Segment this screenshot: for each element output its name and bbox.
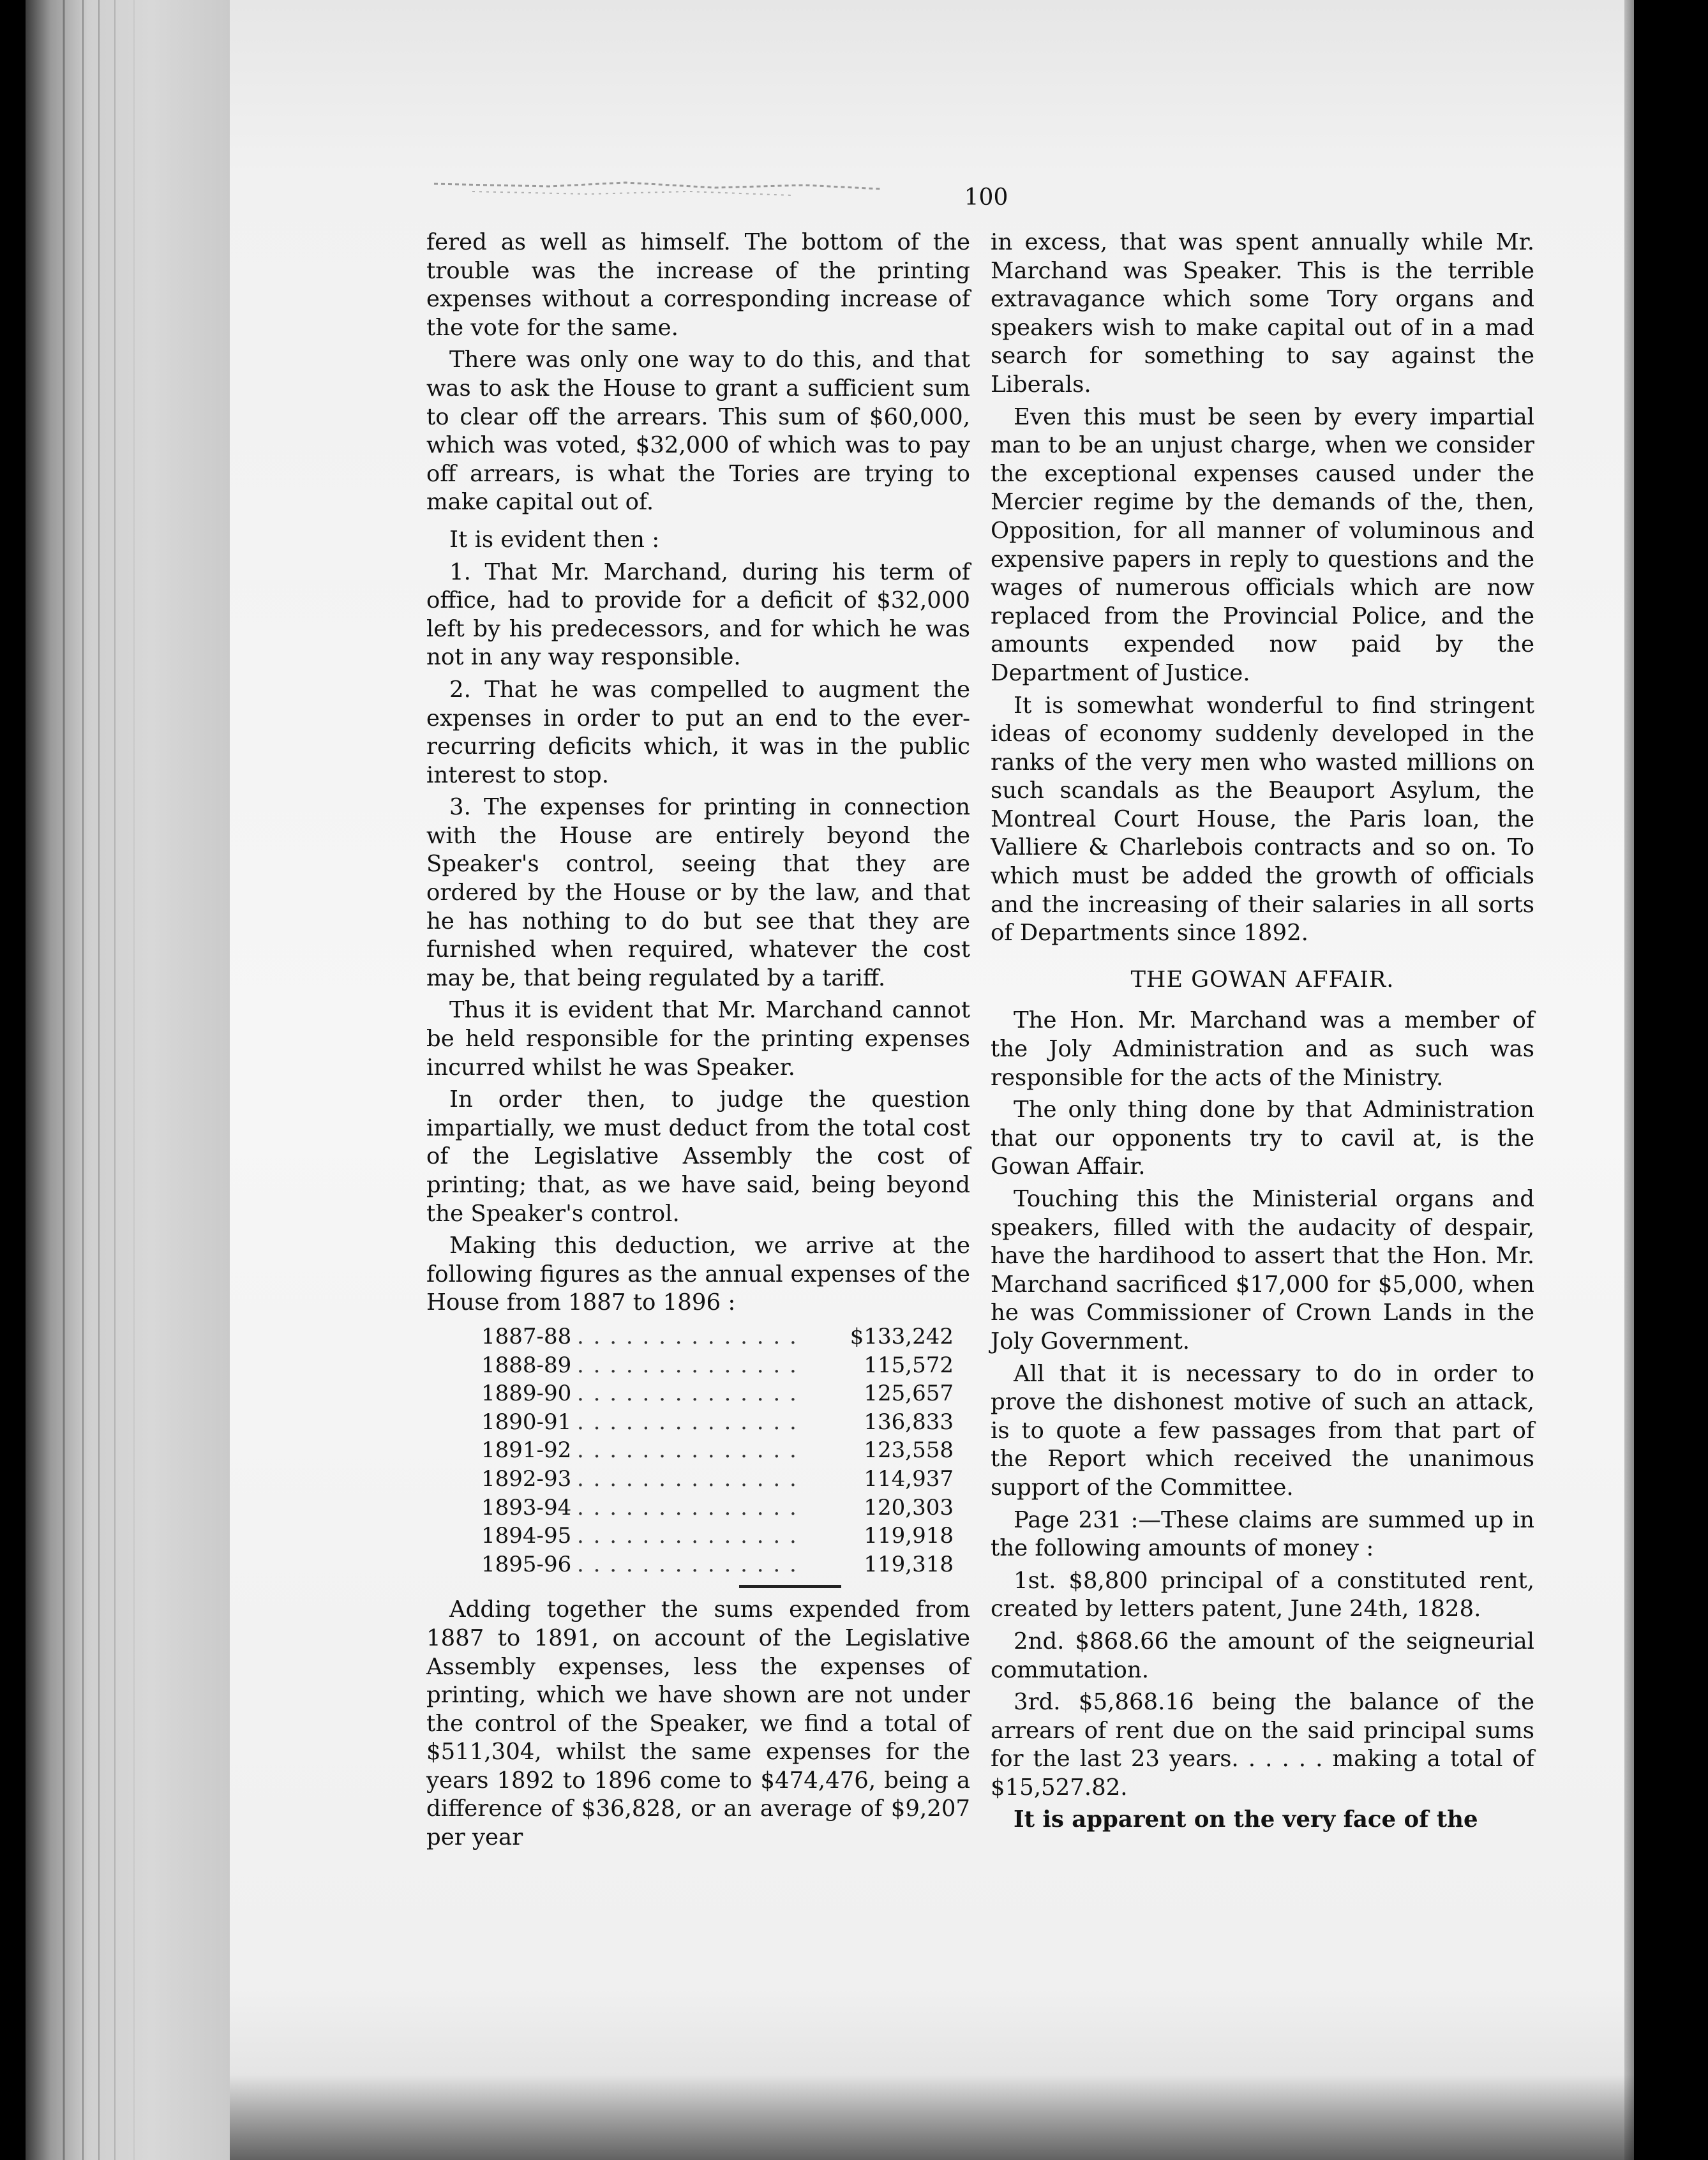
numbered-point-1: 1. That Mr. Marchand, during his term of office, had to provide for a deficit of $32,000 left by his predecessors, and for which he was not in any way responsible.: [426, 559, 970, 671]
paragraph: All that it is necessary to do in order to prove the dishonest motive of such an attack, is to quote a few passages from that part of the Report which received the unanimous support of the Committee.: [991, 1360, 1534, 1501]
year-cell: 1894-95: [481, 1523, 572, 1549]
paragraph: in excess, that was spent annually while Mr. Marchand was Speaker. This is the terrible extravagance which some Tory organs and speakers wish to make capital out of in a mad search for something to say against the Liberals.: [991, 229, 1534, 398]
table-row: [481, 1494, 954, 1522]
table-row: [481, 1323, 954, 1351]
table-row: [481, 1522, 954, 1550]
paragraph: Even this must be seen by every impartial man to be an unjust charge, when we consider the exceptional expenses caused under the Mercier regime by the demands of the, then, Opposition, for all manner of voluminous and expensive papers in reply to questions and the wages of numerous officials which are now replaced from the Provincial Police, and the amounts expended now paid by the Department of Justice.: [991, 403, 1534, 686]
report-quote: Page 231 :—These claims are summed up in the following amounts of money :: [991, 1506, 1534, 1562]
year-cell: 1892-93: [481, 1466, 572, 1492]
binding-page-edges: [38, 0, 230, 2160]
paragraph: The only thing done by that Administration that our opponents try to cavil at, is the Gowan Affair.: [991, 1097, 1534, 1180]
amount-cell: 119,918: [864, 1523, 954, 1549]
year-cell: 1888-89: [481, 1352, 572, 1378]
table-row: [481, 1436, 954, 1465]
leader-dots: . . . . . . . . . . . . . .: [577, 1551, 798, 1577]
year-cell: 1893-94: [481, 1494, 572, 1520]
page-number: 100: [964, 184, 1008, 211]
paragraph: Touching this the Ministerial organs and speakers, filled with the audacity of despair, have the hardihood to assert that the Hon. Mr. Marchand sacrificed $17,000 for $5,000, when he was Commissioner of Crown Lands in the Joly Government.: [991, 1186, 1534, 1354]
scan-right-border: [1634, 0, 1708, 2160]
paragraph: fered as well as himself. The bottom of the trouble was the increase of the printing expenses without a corresponding increase of the vote for the same.: [426, 229, 970, 341]
amount-cell: 125,657: [864, 1381, 954, 1407]
report-item-2: 2nd. $868.66 the amount of the seigneurial commutation.: [991, 1628, 1534, 1683]
amount-cell: 115,572: [864, 1352, 954, 1378]
paragraph: It is evident then :: [449, 526, 660, 553]
section-heading: THE GOWAN AFFAIR.: [1130, 966, 1395, 993]
leader-dots: . . . . . . . . . . . . . .: [577, 1523, 798, 1549]
leader-dots: . . . . . . . . . . . . . .: [577, 1466, 798, 1492]
amount-cell: 119,318: [864, 1551, 954, 1577]
right-column: [991, 229, 1534, 1838]
paragraph: Making this deduction, we arrive at the following figures as the annual expenses of the House from 1887 to 1896 :: [426, 1233, 970, 1316]
table-rule: [739, 1585, 841, 1588]
numbered-point-3: 3. The expenses for printing in connection with the House are entirely beyond the Speaker's control, seeing that they are ordered by the House or by the law, and that he has nothing to do but see that they are furnished when required, whatever the cost may be, that being regulated by a tariff.: [426, 794, 970, 991]
amount-cell: 120,303: [864, 1494, 954, 1520]
leader-dots: . . . . . . . . . . . . . .: [577, 1381, 798, 1407]
year-cell: 1891-92: [481, 1437, 572, 1464]
amount-cell: 114,937: [864, 1466, 954, 1492]
amount-cell: 123,558: [864, 1437, 954, 1464]
table-row: [481, 1351, 954, 1380]
page-bottom-shadow: [230, 2074, 1634, 2160]
year-cell: 1890-91: [481, 1409, 572, 1435]
header-scan-artifact: [357, 172, 932, 211]
leader-dots: . . . . . . . . . . . . . .: [577, 1437, 798, 1464]
numbered-point-2: 2. That he was compelled to augment the expenses in order to put an end to the ever-recurring deficits which, it was in the public interest to stop.: [426, 676, 970, 788]
report-item-1: 1st. $8,800 principal of a constituted rent, created by letters patent, June 24th, 1828.: [991, 1567, 1534, 1623]
paragraph: In order then, to judge the question impartially, we must deduct from the total cost of the Legislative Assembly the cost of printing; that, as we have said, being beyond the Speaker's control.: [426, 1086, 970, 1227]
year-cell: 1889-90: [481, 1381, 572, 1407]
paragraph: It is apparent on the very face of the: [1014, 1806, 1478, 1833]
paragraph: Thus it is evident that Mr. Marchand cannot be held responsible for the printing expenses incurred whilst he was Speaker.: [426, 997, 970, 1081]
leader-dots: . . . . . . . . . . . . . .: [577, 1323, 798, 1349]
leader-dots: . . . . . . . . . . . . . .: [577, 1352, 798, 1378]
year-cell: 1895-96: [481, 1551, 572, 1577]
amount-cell: 136,833: [864, 1409, 954, 1435]
year-cell: 1887-88: [481, 1323, 572, 1349]
paragraph: It is somewhat wonderful to find stringent ideas of economy suddenly developed in the ranks of the very men who wasted millions on such scandals as the Beauport Asylum, the Montreal Court House, the Paris loan, the Valliere & Charlebois contracts and so on. To which must be added the growth of officials and the increasing of their salaries in all sorts of Departments since 1892.: [991, 692, 1534, 947]
table-row: [481, 1408, 954, 1437]
paragraph: The Hon. Mr. Marchand was a member of the Joly Administration and as such was responsible for the acts of the Ministry.: [991, 1007, 1534, 1091]
left-column: [426, 229, 970, 1856]
table-row: [481, 1465, 954, 1494]
table-row: [481, 1550, 954, 1579]
amount-cell: $133,242: [850, 1323, 954, 1349]
report-item-3: 3rd. $5,868.16 being the balance of the arrears of rent due on the said principal sums for the last 23 years. . . . . . making a total of $15,527.82.: [991, 1689, 1534, 1801]
table-row: [481, 1379, 954, 1408]
leader-dots: . . . . . . . . . . . . . .: [577, 1409, 798, 1435]
paragraph: Adding together the sums expended from 1887 to 1891, on account of the Legislative Assembly expenses, less the expenses of printing, which we have shown are not under the control of the Speaker, we find a total of $511,304, whilst the same expenses for the years 1892 to 1896 come to $474,476, being a difference of $36,828, or an average of $9,207 per year: [426, 1596, 970, 1851]
paragraph: There was only one way to do this, and that was to ask the House to grant a sufficient sum to clear off the arrears. This sum of $60,000, which was voted, $32,000 of which was to pay off arrears, is what the Tories are trying to make capital out of.: [426, 347, 970, 516]
leader-dots: . . . . . . . . . . . . . .: [577, 1494, 798, 1520]
expenses-table: [481, 1323, 954, 1579]
